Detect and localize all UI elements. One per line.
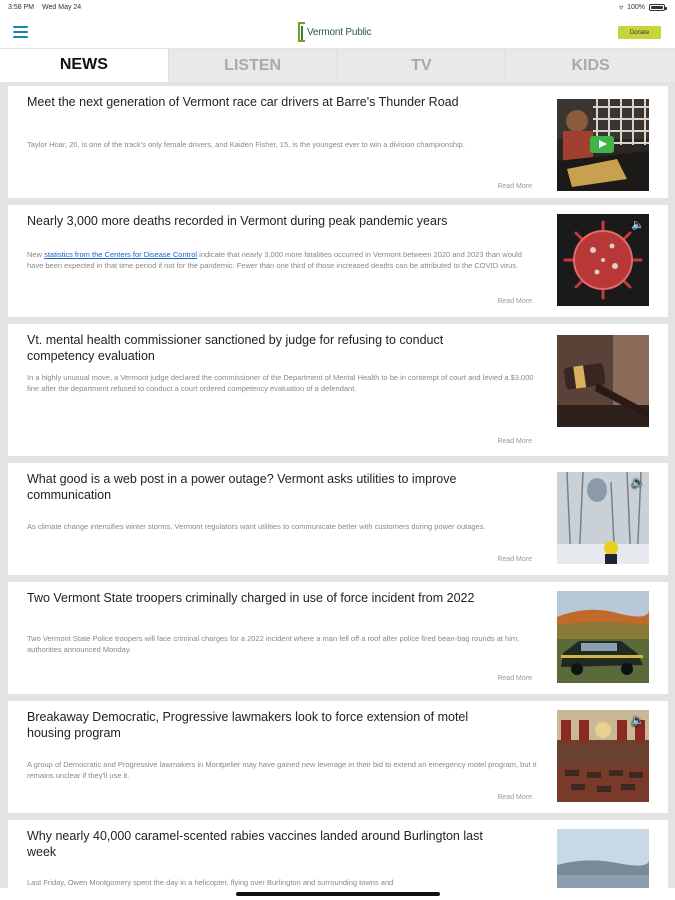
audio-speaker-icon: 🔈 [631,715,645,727]
audio-speaker-icon: 🔈 [631,477,645,489]
donate-button[interactable]: Donate [618,26,661,39]
article-title[interactable]: Why nearly 40,000 caramel-scented rabies vaccines landed around Burlington last week [27,829,483,859]
article-summary: In a highly unusual move, a Vermont judge declared the commissioner of the Department of Mental Health to be in contempt of court and levied a $3,000 fine after the department refused to conduct a court ordered competency evaluation of a defendant. [27,373,534,393]
summary-text: indicate that nearly 3,000 more fatalities occurred in Vermont between 2020 and 2023 than would have been expected in that time period if not for the pandemic. Fewer than one third of those increased deaths can be attributed to the COVID virus. [27,250,522,270]
read-more-link[interactable]: Read More [497,298,532,305]
article-title[interactable]: Nearly 3,000 more deaths recorded in Vermont during peak pandemic years [27,214,448,228]
article-card[interactable] [8,701,668,813]
tab-tv[interactable]: TV [338,49,507,82]
read-more-link[interactable]: Read More [497,794,532,801]
status-date: Wed May 24 [42,4,82,11]
article-thumbnail[interactable] [557,829,649,888]
article-card[interactable] [8,582,668,694]
police-cruiser-photo [557,591,649,683]
article-title[interactable]: Meet the next generation of Vermont race car drivers at Barre's Thunder Road [27,95,459,109]
cdc-statistics-link[interactable]: statistics from the Centers for Disease Control [44,250,198,259]
battery-icon [649,4,665,11]
article-summary: Taylor Hoar, 20, is one of the track's only female drivers, and Kaiden Fisher, 15, is the youngest ever to win a division championship. [27,140,465,149]
article-card[interactable] [8,463,668,575]
app-header [0,16,675,48]
article-summary [27,249,537,271]
menu-icon[interactable] [13,26,28,38]
home-indicator[interactable] [236,892,440,896]
article-thumbnail[interactable] [557,99,649,191]
article-card[interactable] [8,205,668,317]
lake-landscape-photo [557,829,649,888]
gavel-photo [557,335,649,427]
read-more-link[interactable]: Read More [497,675,532,682]
article-card[interactable] [8,820,668,888]
article-title[interactable]: Vt. mental health commissioner sanctioned by judge for refusing to conduct competency evaluation [27,333,444,363]
status-bar [0,0,675,16]
logo-mark-icon [298,22,305,42]
article-summary: A group of Democratic and Progressive lawmakers in Montpelier may have gained new leverage in their bid to extend an emergency motel program, but it remains unclear if they'll use it. [27,760,537,780]
article-thumbnail[interactable] [557,472,649,564]
article-summary: Two Vermont State Police troopers will face criminal charges for a 2022 incident where a man fell off a roof after police fired bean-bag rounds at him, authorities announced Monday. [27,634,520,654]
play-video-icon[interactable] [590,136,614,153]
tab-kids[interactable]: KIDS [506,49,675,82]
tab-news[interactable]: NEWS [0,49,169,82]
read-more-link[interactable]: Read More [497,438,532,445]
article-summary: As climate change intensifies winter storms, Vermont regulators want utilities to communicate better with customers during power outages. [27,522,486,531]
logo-text: Vermont Public [307,26,372,38]
read-more-link[interactable]: Read More [497,183,532,190]
article-card[interactable] [8,324,668,456]
audio-speaker-icon: 🔈 [631,219,645,231]
article-summary: Last Friday, Owen Montgomery spent the day in a helicopter, flying over Burlington and surrounding towns and [27,878,394,887]
status-time: 3:58 PM [8,4,35,11]
summary-text: New [27,250,45,259]
battery-percent: 100% [627,4,645,11]
tab-listen[interactable]: LISTEN [169,49,338,82]
read-more-link[interactable]: Read More [497,556,532,563]
article-thumbnail[interactable] [557,214,649,306]
article-title[interactable]: Breakaway Democratic, Progressive lawmakers look to force extension of motel housing program [27,710,469,740]
article-card[interactable] [8,86,668,198]
article-thumbnail[interactable] [557,591,649,683]
news-feed[interactable] [0,82,675,888]
wifi-icon: ▿ [619,3,624,12]
section-tabs [0,49,675,82]
vermont-public-logo[interactable] [298,21,371,43]
article-title[interactable]: Two Vermont State troopers criminally charged in use of force incident from 2022 [27,591,475,605]
article-thumbnail[interactable] [557,710,649,802]
article-title[interactable]: What good is a web post in a power outage? Vermont asks utilities to improve communication [27,472,457,502]
article-thumbnail[interactable] [557,335,649,427]
